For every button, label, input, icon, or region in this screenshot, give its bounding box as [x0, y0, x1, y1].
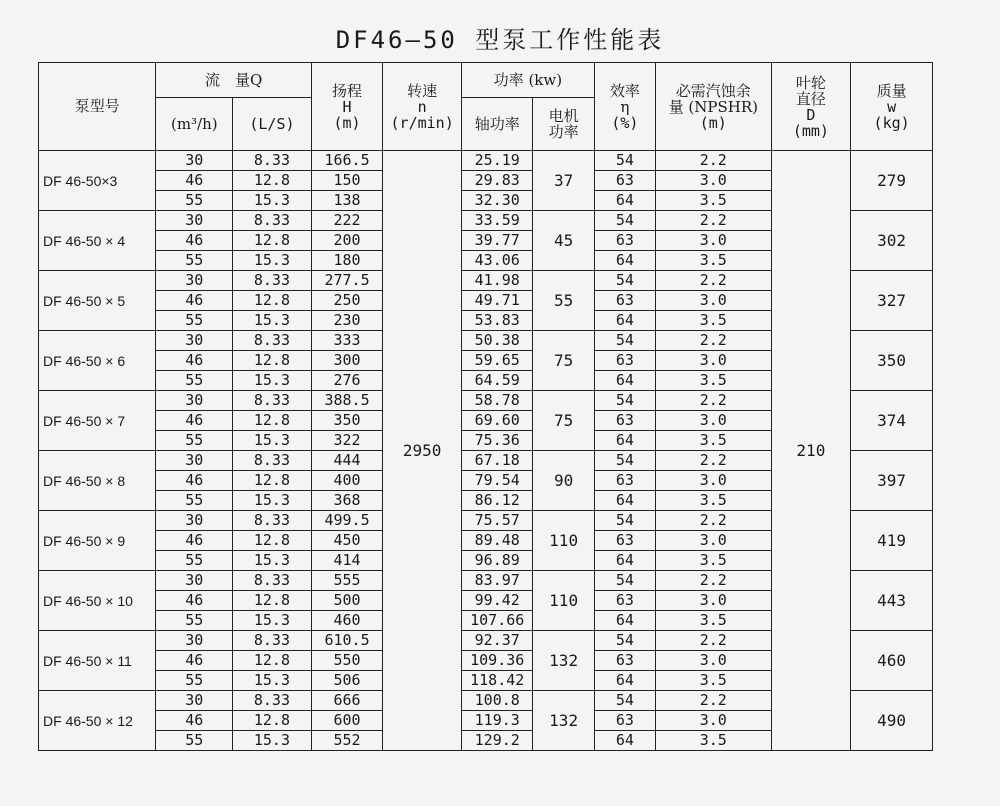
- shaft-power-cell: 83.97: [461, 571, 533, 591]
- shaft-power-cell: 43.06: [461, 251, 533, 271]
- shaft-power-cell: 32.30: [461, 191, 533, 211]
- flow-m3h-cell: 30: [156, 391, 233, 411]
- efficiency-cell: 54: [594, 691, 655, 711]
- efficiency-cell: 63: [594, 711, 655, 731]
- npshr-cell: 3.0: [656, 531, 771, 551]
- head-cell: 444: [311, 451, 383, 471]
- shaft-power-cell: 96.89: [461, 551, 533, 571]
- head-cell: 460: [311, 611, 383, 631]
- mass-cell: 419: [851, 511, 933, 571]
- flow-ls-cell: 15.3: [233, 191, 312, 211]
- npshr-cell: 3.0: [656, 231, 771, 251]
- header-shaft-power: 轴功率: [461, 98, 533, 151]
- mass-cell: 302: [851, 211, 933, 271]
- flow-ls-cell: 12.8: [233, 351, 312, 371]
- motor-power-cell: 55: [533, 271, 594, 331]
- mass-cell: 327: [851, 271, 933, 331]
- motor-power-cell: 75: [533, 331, 594, 391]
- table-row: [39, 151, 933, 171]
- motor-power-cell: 90: [533, 451, 594, 511]
- shaft-power-cell: 100.8: [461, 691, 533, 711]
- flow-m3h-cell: 30: [156, 331, 233, 351]
- flow-ls-cell: 15.3: [233, 431, 312, 451]
- efficiency-cell: 54: [594, 631, 655, 651]
- flow-m3h-cell: 55: [156, 491, 233, 511]
- npshr-cell: 3.5: [656, 311, 771, 331]
- head-cell: 388.5: [311, 391, 383, 411]
- flow-ls-cell: 12.8: [233, 591, 312, 611]
- header-speed: 转速 n (r/min): [383, 63, 462, 151]
- pump-model-cell: DF 46-50 × 6: [39, 331, 156, 391]
- flow-m3h-cell: 30: [156, 451, 233, 471]
- shaft-power-cell: 58.78: [461, 391, 533, 411]
- efficiency-cell: 54: [594, 511, 655, 531]
- head-cell: 552: [311, 731, 383, 751]
- efficiency-cell: 64: [594, 371, 655, 391]
- flow-m3h-cell: 55: [156, 311, 233, 331]
- flow-m3h-cell: 46: [156, 591, 233, 611]
- flow-m3h-cell: 46: [156, 711, 233, 731]
- shaft-power-cell: 75.36: [461, 431, 533, 451]
- head-cell: 400: [311, 471, 383, 491]
- efficiency-cell: 63: [594, 291, 655, 311]
- header-impeller: 叶轮 直径 D (mm): [771, 63, 851, 151]
- flow-m3h-cell: 30: [156, 631, 233, 651]
- head-cell: 506: [311, 671, 383, 691]
- npshr-cell: 2.2: [656, 391, 771, 411]
- efficiency-cell: 64: [594, 611, 655, 631]
- pump-model-cell: DF 46-50×3: [39, 151, 156, 211]
- efficiency-cell: 54: [594, 571, 655, 591]
- flow-m3h-cell: 30: [156, 511, 233, 531]
- header-head: 扬程 H (m): [311, 63, 383, 151]
- motor-power-cell: 110: [533, 571, 594, 631]
- flow-m3h-cell: 55: [156, 191, 233, 211]
- motor-power-cell: 132: [533, 691, 594, 751]
- shaft-power-cell: 79.54: [461, 471, 533, 491]
- flow-m3h-cell: 55: [156, 611, 233, 631]
- pump-model-cell: DF 46-50 × 7: [39, 391, 156, 451]
- flow-m3h-cell: 30: [156, 211, 233, 231]
- npshr-cell: 3.5: [656, 671, 771, 691]
- head-cell: 180: [311, 251, 383, 271]
- npshr-cell: 3.0: [656, 651, 771, 671]
- flow-ls-cell: 8.33: [233, 331, 312, 351]
- shaft-power-cell: 129.2: [461, 731, 533, 751]
- header-model: 泵型号: [39, 63, 156, 151]
- pump-model-cell: DF 46-50 × 11: [39, 631, 156, 691]
- efficiency-cell: 63: [594, 411, 655, 431]
- mass-cell: 490: [851, 691, 933, 751]
- header-npshr: 必需汽蚀余 量 (NPSHR) (m): [656, 63, 771, 151]
- npshr-cell: 3.0: [656, 171, 771, 191]
- flow-m3h-cell: 30: [156, 571, 233, 591]
- npshr-cell: 3.0: [656, 471, 771, 491]
- flow-ls-cell: 8.33: [233, 511, 312, 531]
- npshr-cell: 2.2: [656, 511, 771, 531]
- shaft-power-cell: 92.37: [461, 631, 533, 651]
- shaft-power-cell: 86.12: [461, 491, 533, 511]
- head-cell: 499.5: [311, 511, 383, 531]
- npshr-cell: 2.2: [656, 211, 771, 231]
- npshr-cell: 3.5: [656, 431, 771, 451]
- flow-m3h-cell: 55: [156, 731, 233, 751]
- head-cell: 666: [311, 691, 383, 711]
- npshr-cell: 3.5: [656, 731, 771, 751]
- flow-m3h-cell: 46: [156, 651, 233, 671]
- flow-ls-cell: 15.3: [233, 611, 312, 631]
- flow-m3h-cell: 46: [156, 471, 233, 491]
- flow-m3h-cell: 55: [156, 671, 233, 691]
- npshr-cell: 3.5: [656, 371, 771, 391]
- flow-ls-cell: 12.8: [233, 291, 312, 311]
- flow-ls-cell: 8.33: [233, 631, 312, 651]
- motor-power-cell: 75: [533, 391, 594, 451]
- efficiency-cell: 63: [594, 471, 655, 491]
- shaft-power-cell: 67.18: [461, 451, 533, 471]
- flow-ls-cell: 15.3: [233, 371, 312, 391]
- head-cell: 250: [311, 291, 383, 311]
- flow-ls-cell: 12.8: [233, 531, 312, 551]
- head-cell: 350: [311, 411, 383, 431]
- npshr-cell: 3.0: [656, 291, 771, 311]
- header-flow-m3h: (m³/h): [156, 98, 233, 151]
- pump-model-cell: DF 46-50 × 9: [39, 511, 156, 571]
- shaft-power-cell: 33.59: [461, 211, 533, 231]
- efficiency-cell: 63: [594, 531, 655, 551]
- flow-ls-cell: 8.33: [233, 691, 312, 711]
- npshr-cell: 3.0: [656, 591, 771, 611]
- header-mass: 质量 w (kg): [851, 63, 933, 151]
- npshr-cell: 2.2: [656, 451, 771, 471]
- head-cell: 600: [311, 711, 383, 731]
- efficiency-cell: 54: [594, 331, 655, 351]
- head-cell: 368: [311, 491, 383, 511]
- head-cell: 277.5: [311, 271, 383, 291]
- efficiency-cell: 64: [594, 671, 655, 691]
- npshr-cell: 2.2: [656, 271, 771, 291]
- efficiency-cell: 64: [594, 191, 655, 211]
- efficiency-cell: 64: [594, 491, 655, 511]
- flow-m3h-cell: 55: [156, 251, 233, 271]
- table-body: [39, 151, 933, 751]
- head-cell: 200: [311, 231, 383, 251]
- shaft-power-cell: 89.48: [461, 531, 533, 551]
- efficiency-cell: 64: [594, 251, 655, 271]
- efficiency-cell: 63: [594, 171, 655, 191]
- efficiency-cell: 63: [594, 591, 655, 611]
- efficiency-cell: 63: [594, 651, 655, 671]
- head-cell: 276: [311, 371, 383, 391]
- flow-m3h-cell: 46: [156, 231, 233, 251]
- efficiency-cell: 54: [594, 151, 655, 171]
- flow-m3h-cell: 46: [156, 351, 233, 371]
- flow-m3h-cell: 46: [156, 171, 233, 191]
- flow-ls-cell: 15.3: [233, 551, 312, 571]
- flow-ls-cell: 15.3: [233, 671, 312, 691]
- header-flow: 流 量Q: [156, 63, 311, 98]
- head-cell: 300: [311, 351, 383, 371]
- flow-ls-cell: 12.8: [233, 171, 312, 191]
- efficiency-cell: 63: [594, 231, 655, 251]
- efficiency-cell: 64: [594, 431, 655, 451]
- motor-power-cell: 132: [533, 631, 594, 691]
- head-cell: 555: [311, 571, 383, 591]
- header-power: 功率 (kw): [461, 63, 594, 98]
- mass-cell: 443: [851, 571, 933, 631]
- flow-m3h-cell: 55: [156, 551, 233, 571]
- npshr-cell: 2.2: [656, 631, 771, 651]
- npshr-cell: 3.5: [656, 251, 771, 271]
- shaft-power-cell: 50.38: [461, 331, 533, 351]
- page-title: DF46—50 型泵工作性能表: [335, 26, 665, 54]
- flow-ls-cell: 8.33: [233, 151, 312, 171]
- mass-cell: 460: [851, 631, 933, 691]
- shaft-power-cell: 118.42: [461, 671, 533, 691]
- flow-ls-cell: 15.3: [233, 731, 312, 751]
- head-cell: 230: [311, 311, 383, 331]
- efficiency-cell: 54: [594, 211, 655, 231]
- shaft-power-cell: 41.98: [461, 271, 533, 291]
- head-cell: 222: [311, 211, 383, 231]
- shaft-power-cell: 59.65: [461, 351, 533, 371]
- shaft-power-cell: 69.60: [461, 411, 533, 431]
- shaft-power-cell: 29.83: [461, 171, 533, 191]
- efficiency-cell: 54: [594, 391, 655, 411]
- motor-power-cell: 45: [533, 211, 594, 271]
- flow-ls-cell: 12.8: [233, 471, 312, 491]
- efficiency-cell: 64: [594, 311, 655, 331]
- pump-model-cell: DF 46-50 × 4: [39, 211, 156, 271]
- efficiency-cell: 54: [594, 271, 655, 291]
- mass-cell: 397: [851, 451, 933, 511]
- mass-cell: 350: [851, 331, 933, 391]
- efficiency-cell: 63: [594, 351, 655, 371]
- flow-ls-cell: 8.33: [233, 271, 312, 291]
- npshr-cell: 2.2: [656, 691, 771, 711]
- flow-ls-cell: 8.33: [233, 571, 312, 591]
- efficiency-cell: 64: [594, 551, 655, 571]
- shaft-power-cell: 39.77: [461, 231, 533, 251]
- shaft-power-cell: 99.42: [461, 591, 533, 611]
- flow-ls-cell: 12.8: [233, 411, 312, 431]
- shaft-power-cell: 119.3: [461, 711, 533, 731]
- flow-ls-cell: 8.33: [233, 211, 312, 231]
- flow-ls-cell: 12.8: [233, 651, 312, 671]
- flow-m3h-cell: 30: [156, 151, 233, 171]
- speed-cell: 2950: [383, 151, 462, 751]
- head-cell: 333: [311, 331, 383, 351]
- header-motor-power: 电机 功率: [533, 98, 594, 151]
- efficiency-cell: 54: [594, 451, 655, 471]
- pump-model-cell: DF 46-50 × 5: [39, 271, 156, 331]
- flow-ls-cell: 15.3: [233, 251, 312, 271]
- flow-m3h-cell: 55: [156, 371, 233, 391]
- flow-ls-cell: 12.8: [233, 711, 312, 731]
- performance-table: [38, 62, 933, 751]
- npshr-cell: 2.2: [656, 151, 771, 171]
- head-cell: 414: [311, 551, 383, 571]
- header-efficiency: 效率 η (%): [594, 63, 655, 151]
- npshr-cell: 3.5: [656, 611, 771, 631]
- head-cell: 550: [311, 651, 383, 671]
- npshr-cell: 2.2: [656, 331, 771, 351]
- head-cell: 450: [311, 531, 383, 551]
- flow-ls-cell: 15.3: [233, 311, 312, 331]
- mass-cell: 374: [851, 391, 933, 451]
- shaft-power-cell: 53.83: [461, 311, 533, 331]
- head-cell: 150: [311, 171, 383, 191]
- motor-power-cell: 37: [533, 151, 594, 211]
- pump-model-cell: DF 46-50 × 10: [39, 571, 156, 631]
- pump-model-cell: DF 46-50 × 8: [39, 451, 156, 511]
- flow-ls-cell: 12.8: [233, 231, 312, 251]
- flow-m3h-cell: 55: [156, 431, 233, 451]
- head-cell: 500: [311, 591, 383, 611]
- npshr-cell: 3.0: [656, 351, 771, 371]
- npshr-cell: 2.2: [656, 571, 771, 591]
- impeller-diameter-cell: 210: [771, 151, 851, 751]
- head-cell: 322: [311, 431, 383, 451]
- header-flow-ls: (L/S): [233, 98, 312, 151]
- head-cell: 610.5: [311, 631, 383, 651]
- shaft-power-cell: 107.66: [461, 611, 533, 631]
- shaft-power-cell: 25.19: [461, 151, 533, 171]
- mass-cell: 279: [851, 151, 933, 211]
- flow-ls-cell: 8.33: [233, 391, 312, 411]
- pump-model-cell: DF 46-50 × 12: [39, 691, 156, 751]
- npshr-cell: 3.0: [656, 411, 771, 431]
- shaft-power-cell: 64.59: [461, 371, 533, 391]
- head-cell: 138: [311, 191, 383, 211]
- npshr-cell: 3.0: [656, 711, 771, 731]
- shaft-power-cell: 109.36: [461, 651, 533, 671]
- flow-m3h-cell: 46: [156, 291, 233, 311]
- flow-ls-cell: 8.33: [233, 451, 312, 471]
- head-cell: 166.5: [311, 151, 383, 171]
- flow-m3h-cell: 46: [156, 531, 233, 551]
- flow-ls-cell: 15.3: [233, 491, 312, 511]
- shaft-power-cell: 49.71: [461, 291, 533, 311]
- flow-m3h-cell: 30: [156, 271, 233, 291]
- npshr-cell: 3.5: [656, 491, 771, 511]
- motor-power-cell: 110: [533, 511, 594, 571]
- flow-m3h-cell: 46: [156, 411, 233, 431]
- efficiency-cell: 64: [594, 731, 655, 751]
- npshr-cell: 3.5: [656, 191, 771, 211]
- shaft-power-cell: 75.57: [461, 511, 533, 531]
- npshr-cell: 3.5: [656, 551, 771, 571]
- flow-m3h-cell: 30: [156, 691, 233, 711]
